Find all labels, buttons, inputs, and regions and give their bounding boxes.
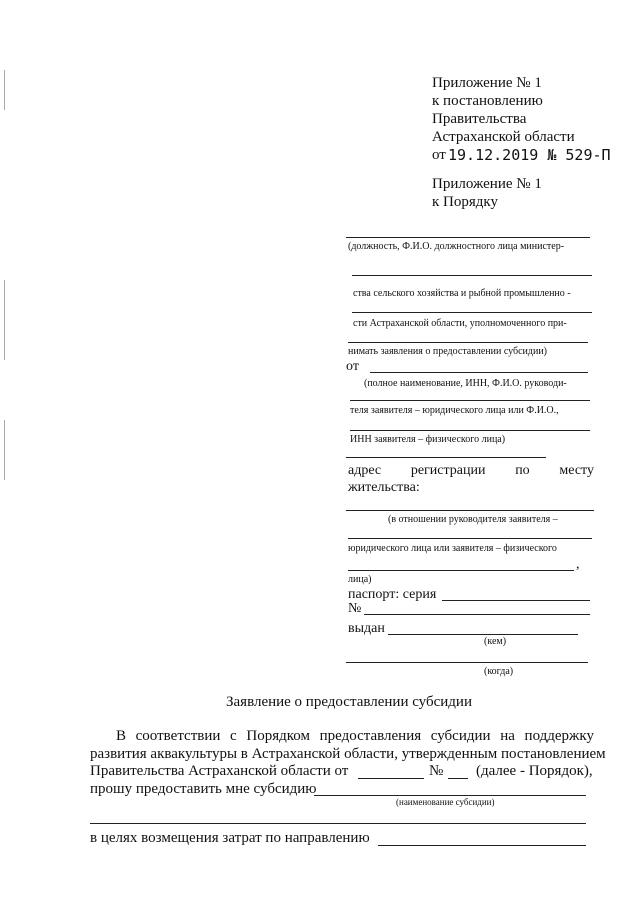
date-number-stamp: 19.12.2019 № 529-П xyxy=(448,146,611,164)
address-word: регистрации xyxy=(410,463,486,478)
appendix-line: к Порядку xyxy=(432,194,498,210)
field-hint: (когда) xyxy=(484,666,514,677)
blank-line xyxy=(346,237,590,238)
blank-line xyxy=(388,634,578,635)
number-blank xyxy=(448,778,468,779)
blank-line xyxy=(346,662,588,663)
number-sign: № xyxy=(429,763,444,779)
scan-edge-mark xyxy=(4,420,5,480)
blank-line xyxy=(346,510,594,511)
appendix-line: Астраханской области xyxy=(432,129,575,145)
paragraph-line-part: Правительства Астраханской области от xyxy=(90,763,349,779)
passport-series-label: паспорт: серия xyxy=(348,587,437,602)
blank-line xyxy=(352,312,592,313)
scan-edge-mark xyxy=(4,70,5,110)
address-word: по xyxy=(515,463,530,478)
blank-line xyxy=(346,457,546,458)
field-hint: (в отношении руководителя заявителя – xyxy=(388,514,558,525)
field-hint: юридического лица или заявителя – физического xyxy=(348,543,557,554)
paragraph-line: развития аквакультуры в Астраханской области, утвержденным постановлением xyxy=(90,746,606,762)
blank-line xyxy=(348,342,588,343)
field-hint: ства сельского хозяйства и рыбной промышленно - xyxy=(353,288,571,299)
field-hint: лица) xyxy=(348,574,372,585)
date-blank xyxy=(358,778,424,779)
blank-line xyxy=(348,570,574,571)
subsidy-blank xyxy=(314,795,586,796)
application-heading: Заявление о предоставлении субсидии xyxy=(226,694,472,710)
from-label: от xyxy=(346,359,359,374)
field-hint: теля заявителя – юридического лица или Ф.И.О., xyxy=(350,405,559,416)
field-hint: нимать заявления о предоставлении субсидии) xyxy=(348,346,547,357)
field-hint: (наименование субсидии) xyxy=(396,797,495,807)
blank-line xyxy=(350,430,590,431)
paragraph-line-part: прошу предоставить мне субсидию xyxy=(90,781,317,797)
paragraph-line: В соответствии с Порядком предоставления субсидии на поддержку xyxy=(116,728,594,744)
field-hint: (кем) xyxy=(484,636,507,647)
blank-line xyxy=(370,372,588,373)
blank-line xyxy=(348,538,592,539)
field-hint: ИНН заявителя – физического лица) xyxy=(350,434,506,445)
date-prefix: от xyxy=(432,147,446,163)
blank-line xyxy=(90,823,586,824)
field-hint: (полное наименование, ИНН, Ф.И.О. руководи- xyxy=(364,378,567,389)
blank-line xyxy=(352,275,592,276)
address-label-row xyxy=(348,463,594,479)
direction-blank xyxy=(378,845,586,846)
appendix-title: Приложение № 1 xyxy=(432,176,542,192)
passport-number-label: № xyxy=(348,601,362,616)
scan-edge-mark xyxy=(4,280,5,360)
address-label-line2: жительства: xyxy=(348,480,420,495)
blank-line xyxy=(364,614,590,615)
field-hint: сти Астраханской области, уполномоченного при- xyxy=(353,318,567,329)
address-word: месту xyxy=(559,463,594,478)
appendix-line: Правительства xyxy=(432,111,527,127)
issued-label: выдан xyxy=(348,621,385,636)
appendix-line: к постановлению xyxy=(432,93,543,109)
appendix-title: Приложение № 1 xyxy=(432,75,542,91)
paragraph-line-part: в целях возмещения затрат по направлению xyxy=(90,830,370,846)
blank-line xyxy=(350,400,590,401)
paragraph-line-part: (далее - Порядок), xyxy=(476,763,593,779)
address-word: адрес xyxy=(348,463,382,478)
blank-line xyxy=(442,600,590,601)
comma: , xyxy=(576,557,580,572)
field-hint: (должность, Ф.И.О. должностного лица министер- xyxy=(348,241,565,252)
